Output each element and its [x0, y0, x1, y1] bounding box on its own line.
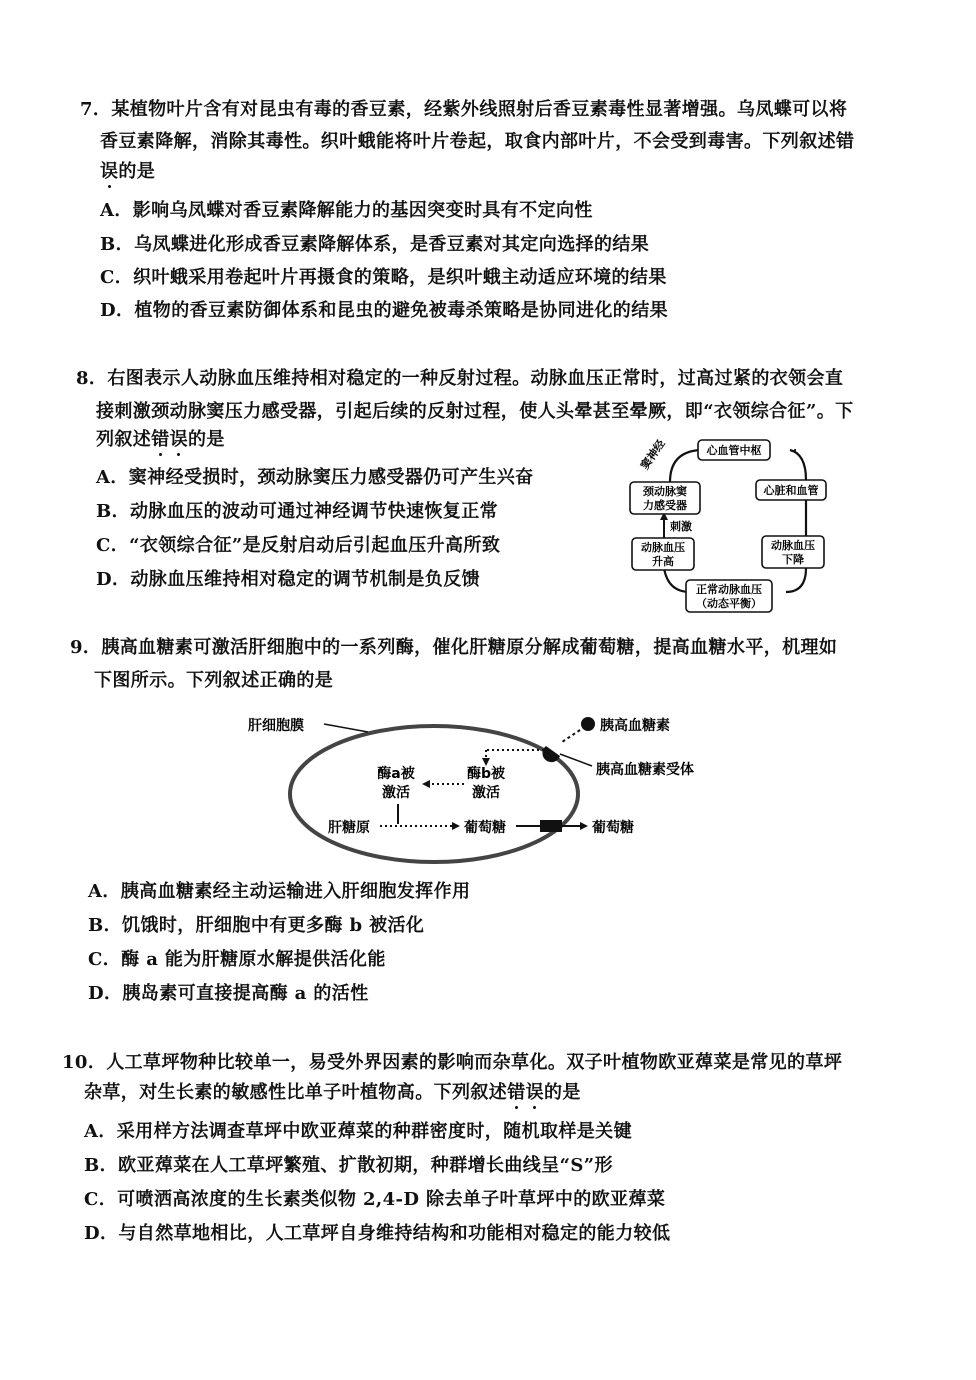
glucagon-icon	[581, 717, 595, 731]
membrane-label: 肝细胞膜	[248, 718, 304, 734]
reflex-diagram	[610, 432, 840, 614]
cell-membrane	[290, 726, 578, 862]
q10-stem-tail: 的是	[544, 1082, 581, 1103]
emphasis-char: 误	[100, 161, 119, 182]
q7-option-c: C．织叶蛾采用卷起叶片再摄食的策略，是织叶蛾主动适应环境的结果	[100, 267, 667, 288]
heart-label: 心脏和血管	[763, 484, 819, 497]
q7-stem-line-2: 香豆素降解，消除其毒性。织叶蛾能将叶片卷起，取食内部叶片，不会受到毒害。下列叙述错	[100, 131, 855, 152]
q9-option-d: D．胰岛素可直接提高酶 a 的活性	[88, 983, 369, 1004]
stimulus-label: 刺激	[670, 520, 692, 533]
q9-option-b: B．饥饿时，肝细胞中有更多酶 b 被活化	[88, 915, 425, 936]
q10-stem-line-2	[84, 1081, 581, 1105]
normal-label-2: （动态平衡）	[696, 597, 762, 610]
liver-cell-diagram	[240, 700, 700, 870]
bp-down-label-2: 下降	[782, 553, 804, 566]
q7-option-d: D．植物的香豆素防御体系和昆虫的避免被毒杀策略是协同进化的结果	[100, 300, 669, 321]
q9-option-c: C．酶 a 能为肝糖原水解提供活化能	[88, 949, 386, 970]
q9-stem-line-1: 9．胰高血糖素可激活肝细胞中的一系列酶，催化肝糖原分解成葡萄糖，提高血糖水平，机理如	[70, 637, 838, 658]
emphasis-char: 错	[507, 1082, 526, 1103]
sensor-label-2: 力感受器	[643, 499, 687, 512]
q8-stem-line-1: 8．右图表示人动脉血压维持相对稳定的一种反射过程。动脉血压正常时，过高过紧的衣领会直	[76, 368, 844, 389]
glucose-outside-label: 葡萄糖	[592, 820, 634, 836]
q7-option-b: B．乌凤蝶进化形成香豆素降解体系，是香豆素对其定向选择的结果	[100, 234, 650, 255]
q8-stem-tail: 的是	[188, 429, 225, 450]
q8-option-a: A．窦神经受损时，颈动脉窦压力感受器仍可产生兴奋	[96, 467, 534, 488]
normal-label-1: 正常动脉血压	[696, 583, 762, 596]
transporter-icon	[540, 820, 562, 832]
nerve-label: 窦神经	[638, 437, 668, 472]
q8-stem-line-2: 接刺激颈动脉窦压力感受器，引起后续的反射过程，使人头晕甚至晕厥，即“衣领综合征”。下	[96, 401, 854, 422]
glycogen-label: 肝糖原	[328, 820, 370, 836]
receptor-icon	[542, 746, 560, 762]
q7-stem-line-1: 7．某植物叶片含有对昆虫有毒的香豆素，经紫外线照射后香豆素毒性显著增强。乌凤蝶可以将	[80, 99, 848, 120]
q8-option-c: C．“衣领综合征”是反射启动后引起血压升高所致	[96, 535, 501, 556]
enzyme-a-label-2: 激活	[382, 785, 410, 801]
q8-stem-line-3	[96, 428, 225, 452]
q10-option-d: D．与自然草地相比，人工草坪自身维持结构和功能相对稳定的能力较低	[84, 1223, 671, 1244]
q8-option-b: B．动脉血压的波动可通过神经调节快速恢复正常	[96, 501, 499, 522]
enzyme-b-label-2: 激活	[472, 785, 500, 801]
bp-up-label-2: 升高	[652, 555, 674, 568]
receptor-label: 胰高血糖素受体	[596, 762, 694, 778]
q9-stem-line-2: 下图所示。下列叙述正确的是	[94, 670, 334, 691]
q8-option-d: D．动脉血压维持相对稳定的调节机制是负反馈	[96, 569, 481, 590]
glucagon-label: 胰高血糖素	[600, 718, 670, 734]
enzyme-a-label-1: 酶a被	[377, 766, 415, 782]
q9-option-a: A．胰高血糖素经主动运输进入肝细胞发挥作用	[88, 881, 471, 902]
bp-up-label-1: 动脉血压	[641, 541, 685, 554]
q7-stem-line-3	[100, 160, 155, 184]
center-label: 心血管中枢	[706, 444, 762, 457]
q7-option-a: A．影响乌凤蝶对香豆素降解能力的基因突变时具有不定向性	[100, 200, 593, 221]
glucose-inside-label: 葡萄糖	[464, 820, 506, 836]
q10-stem-pre: 杂草，对生长素的敏感性比单子叶植物高。下列叙述	[84, 1082, 508, 1103]
q10-stem-line-1: 10．人工草坪物种比较单一，易受外界因素的影响而杂草化。双子叶植物欧亚蔊菜是常见的草坪	[62, 1052, 843, 1073]
emphasis-char: 错	[151, 429, 170, 450]
emphasis-char: 误	[169, 429, 189, 450]
q10-option-c: C．可喷洒高浓度的生长素类似物 2,4-D 除去单子叶草坪中的欧亚蔊菜	[84, 1189, 666, 1210]
q10-option-b: B．欧亚蔊菜在人工草坪繁殖、扩散初期，种群增长曲线呈“S”形	[84, 1155, 613, 1176]
sensor-label-1: 颈动脉窦	[643, 485, 687, 498]
q10-option-a: A．采用样方法调查草坪中欧亚蔊菜的种群密度时，随机取样是关键	[84, 1121, 632, 1142]
enzyme-b-label-1: 酶b被	[466, 766, 506, 782]
emphasis-char: 误	[525, 1082, 545, 1103]
bp-down-label-1: 动脉血压	[771, 539, 815, 552]
q8-stem-pre: 列叙述	[96, 429, 152, 450]
q7-stem-tail: 的是	[118, 161, 156, 182]
